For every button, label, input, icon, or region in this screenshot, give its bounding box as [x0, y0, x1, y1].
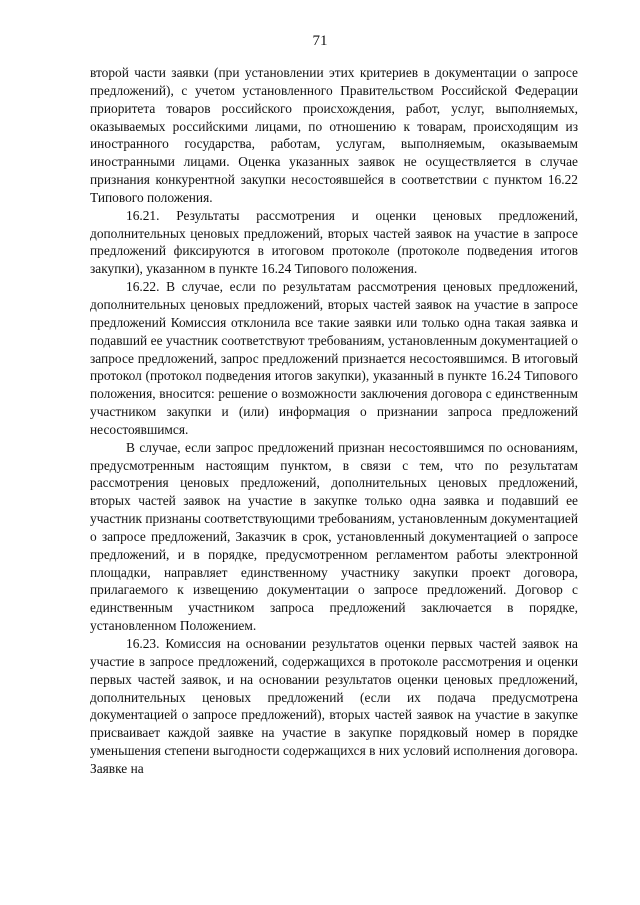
paragraph-16-22-second: В случае, если запрос предложений признан несостоявшимся по основаниям, предусмотренным настоящим пунктом, в связи с тем, что по результатам рассмотрения ценовых предложений, дополнительных ценовых предложений, вторых частей заявок на участие в закупке только одна заявка и подавший ее участник признаны соответствующими требованиям, установленным документацией о запросе предложений, Заказчик в срок, установленный документацией о запросе предложений, и в порядке, предусмотренном регламентом работы электронной площадки, направляет единственному участнику закупки проект договора, прилагаемого к извещению документации о запросе предложений. Договор с единственным участником запроса предложений заключается в порядке, установленном Положением.: [90, 439, 578, 634]
document-body: [90, 64, 578, 778]
page-number: 71: [312, 33, 328, 49]
paragraph-16-23: 16.23. Комиссия на основании результатов оценки первых частей заявок на участие в запросе предложений, содержащихся в протоколе рассмотрения и оценки первых частей заявок, и на основании результатов оценки ценовых предложений, дополнительных ценовых предложений (если их подача предусмотрена документацией о запросе предложений), вторых частей заявок на участие в закупке присваивает каждой заявке на участие в закупке порядковый номер в порядке уменьшения степени выгодности содержащихся в них условий исполнения договора. Заявке на: [90, 636, 578, 776]
paragraph-16-22: 16.22. В случае, если по результатам рассмотрения ценовых предложений, дополнительных ценовых предложений, вторых частей заявок на участие в запросе предложений Комиссия отклонила все такие заявки или только одна такая заявка и подавший ее участник соответствуют требованиям, установленным документацией о запросе предложений, запрос предложений признается несостоявшимся. В итоговый протокол (протокол подведения итогов закупки), указанный в пункте 16.24 Типового положения, вносится: решение о возможности заключения договора с единственным участником закупки и (или) информация о признании запроса предложений несостоявшимся.: [90, 279, 578, 437]
paragraph-continuation: второй части заявки (при установлении этих критериев в документации о запросе предложений), с учетом установленного Правительством Российской Федерации приоритета товаров российского происхождения, работ, услуг, выполняемых, оказываемых российскими лицами, по отношению к товарам, происходящим из иностранного государства, работам, услугам, выполняемым, оказываемым иностранными лицами. Оценка указанных заявок не осуществляется в случае признания конкурентной закупки несостоявшейся в соответствии с пунктом 16.22 Типового положения.: [90, 65, 578, 205]
paragraph-16-21: 16.21. Результаты рассмотрения и оценки ценовых предложений, дополнительных ценовых предложений, вторых частей заявок на участие в запросе предложений фиксируются в итоговом протоколе (протоколе подведения итогов закупки), указанном в пункте 16.24 Типового положения.: [90, 207, 578, 277]
